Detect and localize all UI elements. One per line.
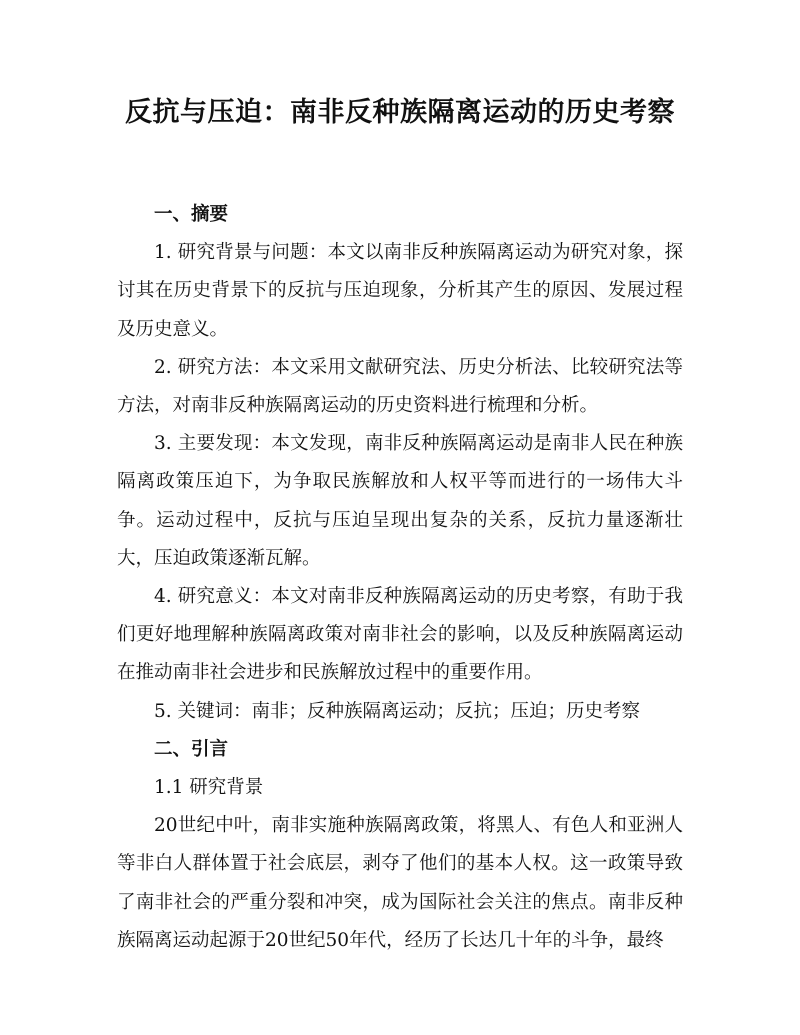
abstract-item-background: 1. 研究背景与问题：本文以南非反种族隔离运动为研究对象，探讨其在历史背景下的反抗与压迫现象，分析其产生的原因、发展过程及历史意义。 (117, 242, 683, 340)
intro-heading: 二、引言 (154, 738, 229, 760)
abstract-item-methods: 2. 研究方法：本文采用文献研究法、历史分析法、比较研究法等方法，对南非反种族隔离运动的历史资料进行梳理和分析。 (117, 356, 683, 417)
abstract-item-findings: 3. 主要发现：本文发现，南非反种族隔离运动是南非人民在种族隔离政策压迫下，为争取民族解放和人权平等而进行的一场伟大斗争。运动过程中，反抗与压迫呈现出复杂的关系，反抗力量逐渐壮大，压迫政策逐渐瓦解。 (117, 433, 683, 569)
abstract-heading: 一、摘要 (154, 204, 229, 225)
intro-paragraph: 20世纪中叶，南非实施种族隔离政策，将黑人、有色人和亚洲人等非白人群体置于社会底层，剥夺了他们的基本人权。这一政策导致了南非社会的严重分裂和冲突，成为国际社会关注的焦点。南非反种族隔离运动起源于20世纪50年代，经历了长达几十年的斗争，最终 (117, 815, 683, 951)
subsection-heading: 1.1 研究背景 (154, 777, 264, 799)
abstract-item-significance: 4. 研究意义：本文对南非反种族隔离运动的历史考察，有助于我们更好地理解种族隔离政策对南非社会的影响，以及反种族隔离运动在推动南非社会进步和民族解放过程中的重要作用。 (117, 586, 683, 684)
abstract-item-keywords: 5. 关键词：南非；反种族隔离运动；反抗；压迫；历史考察 (154, 700, 641, 722)
document-body (117, 196, 683, 960)
document-title: 反抗与压迫：南非反种族隔离运动的历史考察 (125, 97, 675, 128)
